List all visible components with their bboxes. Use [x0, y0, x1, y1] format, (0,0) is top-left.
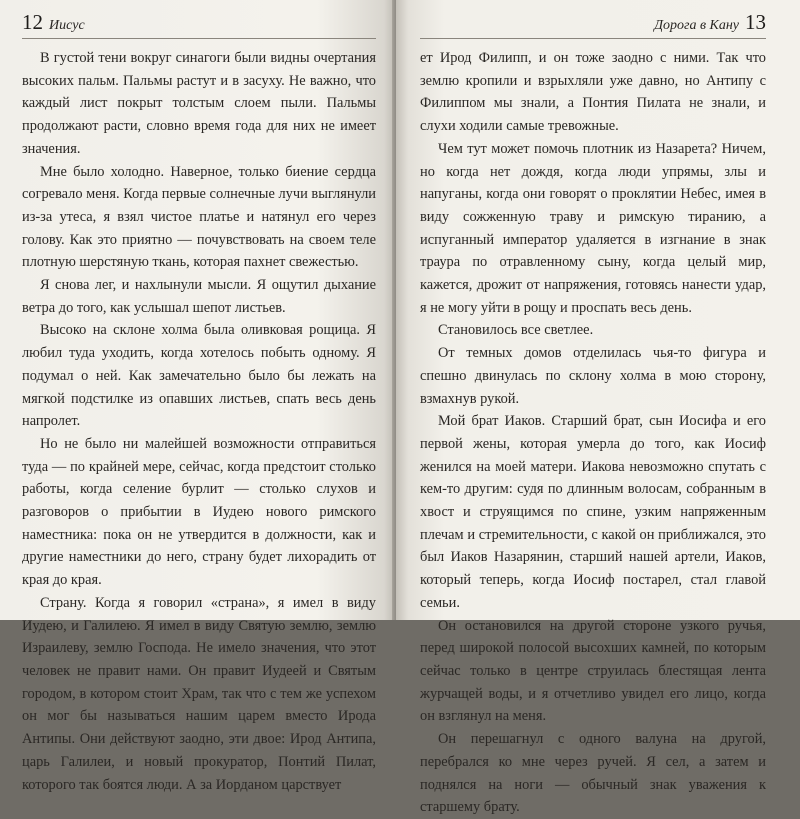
left-running-title: Иисус [49, 18, 85, 33]
paragraph: Чем тут может помочь плотник из Назарета? Ничем, но когда нет дождя, когда люди упрямы, злы и напуганы, когда они говорят о проклятии Небес, имея в виду сожженную траву и римскую тиранию, а испуганный император удаляется в изгнание в знак траура по отравленному сыну, когда целый мир, кажется, дрожит от напряжения, готовясь нанести удар, я не могу уйти в рощу и проспать весь день. [420, 140, 766, 316]
paragraph: Страну. Когда я говорил «страна», я имел в виду Иудею, и Галилею. Я имел в виду Святую землю, землю Израилеву, землю Господа. Не имело значения, что этот человек не правит нами. Он правит Иудеей и Святым городом, в котором стоит Храм, так что с тем же успехом он мог бы называться нашим царем вместо Ирода Антипы. Они действуют заодно, эти двое: Ирод Антипа, царь Галилеи, и новый прокуратор, Понтий Пилат, которого так боятся люди. А за Иорданом царствует [22, 594, 376, 793]
right-page-header [420, 10, 766, 39]
paragraph: Я снова лег, и нахлынули мысли. Я ощутил дыхание ветра до того, как услышал шепот листьев. [22, 277, 376, 316]
right-page [396, 0, 800, 816]
left-page-text [22, 47, 376, 796]
left-page [0, 0, 396, 793]
paragraph: Он остановился на другой стороне узкого ручья, перед широкой полосой высохших камней, по которым сейчас только в центре струилась блестящая лента журчащей воды, и я отчетливо увидел его лицо, когда он взглянул на меня. [420, 617, 766, 725]
paragraph: В густой тени вокруг синагоги были видны очертания высоких пальм. Пальмы растут и в засуху. Не важно, что каждый лист покрыт толстым слоем пыли. Пальмы продолжают расти, словно время года для них не имеет значения. [22, 50, 376, 157]
paragraph: Мой брат Иаков. Старший брат, сын Иосифа и его первой жены, которая умерла до того, как Иосиф женился на моей матери. Иакова невозможно спутать с кем-то другим: судя по длинным волосам, собранным в хвост и струящимся по спине, узким напряженным плечам и стремительности, с какой он приближался, это был Иаков Назарянин, старший нашей артели, Иаков, который теперь, когда Иосиф постарел, стал главой семьи. [420, 413, 766, 611]
paragraph: Он перешагнул с одного валуна на другой, перебрался ко мне через ручей. Я сел, а затем и поднялся на ноги — обычный знак уважения к старшему брату. [420, 731, 766, 816]
right-running-title: Дорога в Кану [654, 18, 739, 33]
left-page-header [22, 10, 376, 39]
right-page-number: 13 [745, 10, 766, 34]
left-page-number: 12 [22, 10, 43, 34]
paragraph: Высоко на склоне холма была оливковая рощица. Я любил туда уходить, когда хотелось побыть одному. Я подумал о ней. Как замечательно было бы лежать на мягкой подстилке из опавших листьев, спать весь день напролет. [22, 322, 376, 430]
paragraph: От темных домов отделилась чья-то фигура и спешно двинулась по склону холма в мою сторону, взмахнув рукой. [420, 345, 766, 407]
paragraph: Становилось все светлее. [438, 322, 594, 339]
right-page-text [420, 47, 766, 819]
paragraph: Мне было холодно. Наверное, только биение сердца согревало меня. Когда первые солнечные лучи выглянули из-за утеса, я взял чистое платье и натянул его через голову. Как это приятно — почувствовать на своем теле плотную шерстяную ткань, которая пахнет свежестью. [22, 163, 376, 271]
paragraph-continuation: ет Ирод Филипп, и он тоже заодно с ними. Так что землю кропили и взрыхляли уже давно, но Антипу с Филиппом мы знали, а Понтия Пилата не знали, и слухи ходили самые тревожные. [420, 50, 766, 135]
paragraph: Но не было ни малейшей возможности отправиться туда — по крайней мере, сейчас, когда предстоит столько работы, когда селение бурлит — столько слухов и разговоров о прибытии в Иудею нового римского наместника: пока он не утвердится в должности, как и другие наместники до него, страну будет лихорадить от края до края. [22, 435, 376, 589]
